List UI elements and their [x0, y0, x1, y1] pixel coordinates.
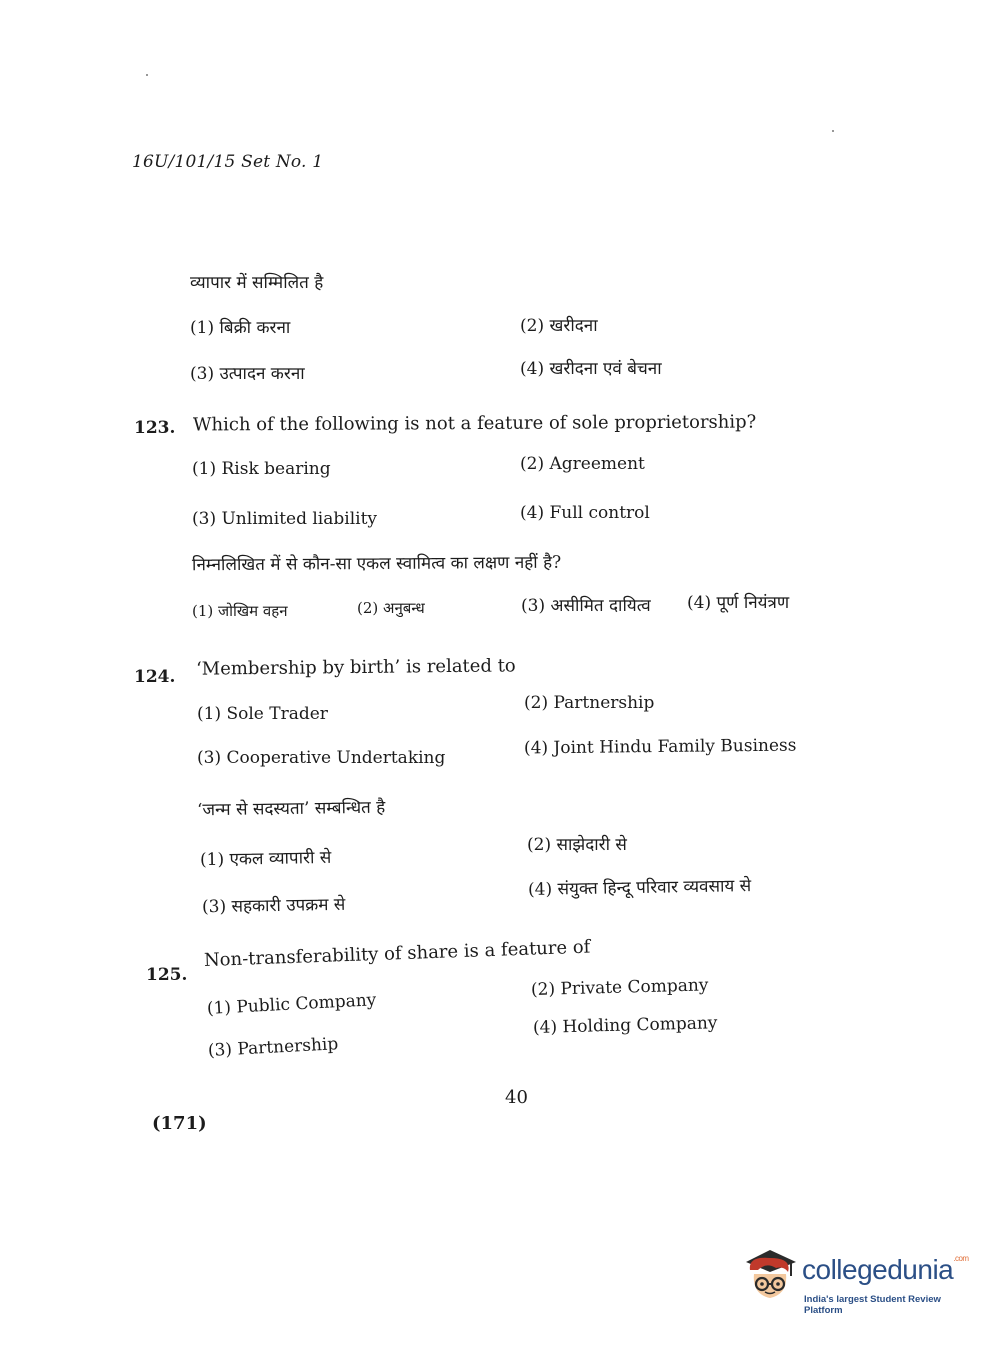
q124-option-4: (4) Joint Hindu Family Business	[523, 735, 797, 759]
q125-number: 125.	[146, 965, 188, 985]
q123-hindi-option-2: (2) अनुबन्ध	[357, 599, 425, 617]
q124-number: 124.	[134, 667, 176, 687]
q124-hindi-option-1: (1) एकल व्यापारी से	[199, 847, 332, 871]
q124-hindi-text: ‘जन्म से सदस्यता’ सम्बन्धित है	[196, 797, 386, 821]
q123-option-1: (1) Risk bearing	[192, 459, 331, 479]
q123-option-4: (4) Full control	[520, 503, 650, 523]
q124-hindi-option-2: (2) साझेदारी से	[527, 835, 627, 855]
q125-option-2: (2) Private Company	[530, 975, 709, 1000]
q123-number: 123.	[134, 418, 176, 438]
q124-hindi-option-4: (4) संयुक्त हिन्दू परिवार व्यवसाय से	[527, 876, 752, 900]
q123-option-3: (3) Unlimited liability	[192, 509, 378, 529]
q125-question: Non-transferability of share is a feature of	[203, 936, 591, 971]
q122-hindi-text: व्यापार में सम्मिलित है	[190, 273, 324, 293]
student-mascot-icon	[740, 1248, 800, 1310]
q122-hindi-option-1: (1) बिक्री करना	[190, 318, 291, 338]
q125-option-4: (4) Holding Company	[532, 1013, 718, 1038]
q123-option-2: (2) Agreement	[520, 454, 645, 474]
collegedunia-logo	[740, 1248, 970, 1316]
q123-hindi-option-4: (4) पूर्ण नियंत्रण	[687, 593, 790, 613]
page-number: 40	[505, 1087, 528, 1108]
q123-hindi-text: निम्नलिखित में से कौन-सा एकल स्वामित्व का लक्षण नहीं है?	[191, 552, 562, 576]
q124-hindi-option-3: (3) सहकारी उपक्रम से	[201, 894, 346, 918]
q123-question: Which of the following is not a feature of sole proprietorship?	[192, 411, 757, 436]
logo-wordmark: collegedunia	[802, 1254, 954, 1285]
paper-code: (171)	[152, 1113, 207, 1134]
q124-option-3: (3) Cooperative Undertaking	[197, 748, 446, 768]
q122-hindi-option-2: (2) खरीदना	[520, 316, 598, 336]
set-code-header: 16U/101/15 Set No. 1	[132, 152, 324, 172]
q124-option-2: (2) Partnership	[524, 693, 655, 713]
q124-option-1: (1) Sole Trader	[197, 704, 328, 724]
q122-hindi-option-3: (3) उत्पादन करना	[190, 364, 305, 384]
logo-tagline: India's largest Student Review Platform	[804, 1294, 941, 1316]
q125-option-1: (1) Public Company	[206, 990, 377, 1019]
scan-speck	[832, 130, 834, 132]
q123-hindi-option-1: (1) जोखिम वहन	[192, 602, 288, 620]
q122-hindi-option-4: (4) खरीदना एवं बेचना	[520, 359, 662, 379]
scan-speck	[146, 74, 148, 76]
q125-option-3: (3) Partnership	[207, 1034, 339, 1061]
logo-suffix: .com	[953, 1254, 969, 1263]
q124-question: ‘Membership by birth’ is related to	[195, 655, 516, 680]
q123-hindi-option-3: (3) असीमित दायित्व	[521, 596, 651, 616]
